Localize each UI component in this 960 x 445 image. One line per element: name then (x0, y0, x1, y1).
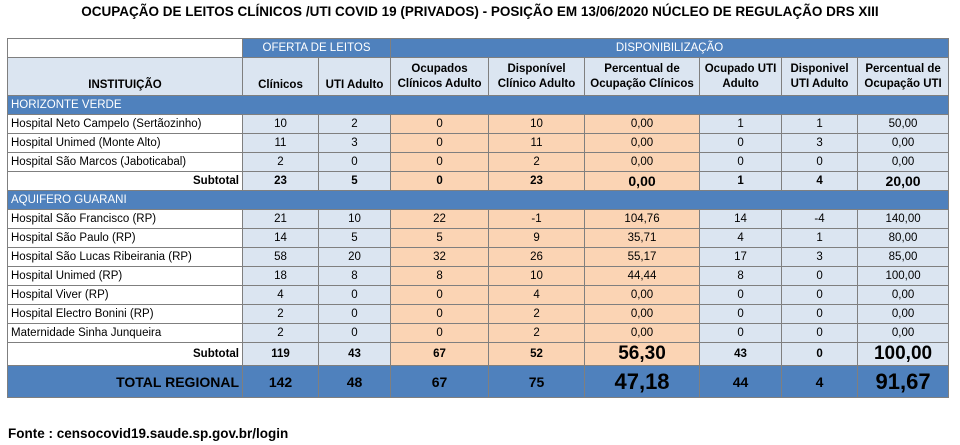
section-name: AQUIFERO GUARANI (8, 191, 949, 210)
value-cell: 0 (391, 115, 489, 134)
value-cell: 0,00 (585, 153, 700, 172)
table-row (8, 153, 949, 172)
total-label: TOTAL REGIONAL (8, 366, 243, 398)
value-cell: 0 (391, 134, 489, 153)
value-cell: 104,76 (585, 210, 700, 229)
value-cell: 20 (319, 248, 391, 267)
beds-table (7, 38, 949, 398)
value-cell: 14 (700, 210, 782, 229)
total-value: 75 (489, 366, 585, 398)
value-cell: 10 (319, 210, 391, 229)
institution-cell: Hospital São Francisco (RP) (8, 210, 243, 229)
value-cell: 8 (391, 267, 489, 286)
value-cell: 1 (782, 115, 858, 134)
value-cell: 140,00 (858, 210, 949, 229)
value-cell: 0 (782, 286, 858, 305)
value-cell: 0,00 (858, 324, 949, 343)
value-cell: 18 (243, 267, 319, 286)
value-cell: 0 (782, 153, 858, 172)
source-note: Fonte : censocovid19.saude.sp.gov.br/login (8, 426, 289, 441)
table-row (8, 286, 949, 305)
subtotal-value: 67 (391, 343, 489, 366)
value-cell: 2 (489, 305, 585, 324)
subtotal-value: 5 (319, 172, 391, 191)
header-blank (8, 39, 243, 58)
value-cell: 4 (243, 286, 319, 305)
institution-cell: Hospital Neto Campelo (Sertãozinho) (8, 115, 243, 134)
subtotal-value: 23 (243, 172, 319, 191)
value-cell: 1 (782, 229, 858, 248)
value-cell: 100,00 (858, 267, 949, 286)
institution-cell: Hospital Viver (RP) (8, 286, 243, 305)
value-cell: 0,00 (858, 134, 949, 153)
value-cell: 0 (391, 305, 489, 324)
total-value: 44 (700, 366, 782, 398)
table-row (8, 115, 949, 134)
value-cell: 35,71 (585, 229, 700, 248)
institution-cell: Hospital São Lucas Ribeirania (RP) (8, 248, 243, 267)
value-cell: 0 (782, 324, 858, 343)
subtotal-value: 4 (782, 172, 858, 191)
subtotal-row (8, 172, 949, 191)
header-ocupado-uti: Ocupado UTI Adulto (700, 58, 782, 96)
section-row (8, 191, 949, 210)
header-clinicos: Clínicos (243, 58, 319, 96)
subtotal-value: 20,00 (858, 172, 949, 191)
value-cell: 0 (319, 324, 391, 343)
institution-cell: Hospital Electro Bonini (RP) (8, 305, 243, 324)
value-cell: 44,44 (585, 267, 700, 286)
value-cell: 0 (700, 324, 782, 343)
value-cell: 8 (319, 267, 391, 286)
value-cell: 0 (700, 286, 782, 305)
value-cell: 2 (489, 153, 585, 172)
value-cell: 3 (782, 248, 858, 267)
value-cell: 0 (782, 267, 858, 286)
table-row (8, 305, 949, 324)
value-cell: 26 (489, 248, 585, 267)
section-name: HORIZONTE VERDE (8, 96, 949, 115)
value-cell: 8 (700, 267, 782, 286)
value-cell: 11 (243, 134, 319, 153)
value-cell: 21 (243, 210, 319, 229)
header-ocupados-clinicos: Ocupados Clínicos Adulto (391, 58, 489, 96)
subtotal-value: 43 (319, 343, 391, 366)
value-cell: 0,00 (585, 115, 700, 134)
value-cell: 0 (782, 305, 858, 324)
value-cell: 0 (700, 134, 782, 153)
header-percentual-clinicos: Percentual de Ocupação Clínicos (585, 58, 700, 96)
value-cell: 0 (700, 153, 782, 172)
value-cell: 0 (391, 153, 489, 172)
subtotal-value: 52 (489, 343, 585, 366)
value-cell: 80,00 (858, 229, 949, 248)
value-cell: 1 (700, 115, 782, 134)
header-instituicao: INSTITUIÇÃO (8, 58, 243, 96)
header-disponivel-clinico: Disponível Clínico Adulto (489, 58, 585, 96)
subtotal-value: 1 (700, 172, 782, 191)
table-row (8, 210, 949, 229)
institution-cell: Hospital Unimed (Monte Alto) (8, 134, 243, 153)
institution-cell: Hospital Unimed (RP) (8, 267, 243, 286)
subtotal-value: 56,30 (585, 343, 700, 366)
value-cell: 2 (243, 153, 319, 172)
table-row (8, 248, 949, 267)
value-cell: 9 (489, 229, 585, 248)
value-cell: 17 (700, 248, 782, 267)
header-uti-adulto: UTI Adulto (319, 58, 391, 96)
value-cell: 2 (319, 115, 391, 134)
value-cell: 4 (489, 286, 585, 305)
value-cell: 0,00 (858, 286, 949, 305)
value-cell: 0,00 (585, 305, 700, 324)
value-cell: 0,00 (858, 305, 949, 324)
value-cell: 11 (489, 134, 585, 153)
value-cell: 0 (319, 286, 391, 305)
value-cell: 0,00 (858, 153, 949, 172)
subtotal-value: 23 (489, 172, 585, 191)
value-cell: 0 (700, 305, 782, 324)
value-cell: 32 (391, 248, 489, 267)
header-oferta: OFERTA DE LEITOS (243, 39, 391, 58)
table-row (8, 324, 949, 343)
value-cell: 2 (243, 305, 319, 324)
value-cell: 4 (700, 229, 782, 248)
institution-cell: Maternidade Sinha Junqueira (8, 324, 243, 343)
value-cell: 14 (243, 229, 319, 248)
value-cell: 0 (319, 153, 391, 172)
value-cell: 10 (489, 115, 585, 134)
table-row (8, 267, 949, 286)
value-cell: 85,00 (858, 248, 949, 267)
institution-cell: Hospital São Paulo (RP) (8, 229, 243, 248)
total-row (8, 366, 949, 398)
subtotal-value: 43 (700, 343, 782, 366)
subtotal-value: 0,00 (585, 172, 700, 191)
subtotal-value: 100,00 (858, 343, 949, 366)
header-disponibilizacao: DISPONIBILIZAÇÃO (391, 39, 949, 58)
value-cell: 10 (489, 267, 585, 286)
value-cell: 3 (319, 134, 391, 153)
value-cell: 0 (319, 305, 391, 324)
value-cell: 55,17 (585, 248, 700, 267)
total-value: 4 (782, 366, 858, 398)
value-cell: 2 (489, 324, 585, 343)
subtotal-label: Subtotal (8, 172, 243, 191)
report-title: OCUPAÇÃO DE LEITOS CLÍNICOS /UTI COVID 19 (PRIVADOS) - POSIÇÃO EM 13/06/2020 NÚCLEO DE REGULAÇÃO DRS XIII (81, 4, 879, 19)
institution-cell: Hospital São Marcos (Jaboticabal) (8, 153, 243, 172)
section-row (8, 96, 949, 115)
total-value: 47,18 (585, 366, 700, 398)
header-percentual-uti: Percentual de Ocupação UTI (858, 58, 949, 96)
subtotal-value: 0 (782, 343, 858, 366)
value-cell: 50,00 (858, 115, 949, 134)
header-disponivel-uti: Disponivel UTI Adulto (782, 58, 858, 96)
value-cell: 5 (319, 229, 391, 248)
table-row (8, 229, 949, 248)
total-value: 48 (319, 366, 391, 398)
value-cell: 0 (391, 286, 489, 305)
value-cell: 22 (391, 210, 489, 229)
value-cell: 0 (391, 324, 489, 343)
table-row (8, 134, 949, 153)
value-cell: -4 (782, 210, 858, 229)
value-cell: 10 (243, 115, 319, 134)
value-cell: 0,00 (585, 324, 700, 343)
total-value: 91,67 (858, 366, 949, 398)
value-cell: 5 (391, 229, 489, 248)
subtotal-value: 119 (243, 343, 319, 366)
total-value: 67 (391, 366, 489, 398)
value-cell: -1 (489, 210, 585, 229)
subtotal-row (8, 343, 949, 366)
subtotal-label: Subtotal (8, 343, 243, 366)
value-cell: 0,00 (585, 286, 700, 305)
subtotal-value: 0 (391, 172, 489, 191)
value-cell: 0,00 (585, 134, 700, 153)
value-cell: 58 (243, 248, 319, 267)
value-cell: 2 (243, 324, 319, 343)
value-cell: 3 (782, 134, 858, 153)
total-value: 142 (243, 366, 319, 398)
